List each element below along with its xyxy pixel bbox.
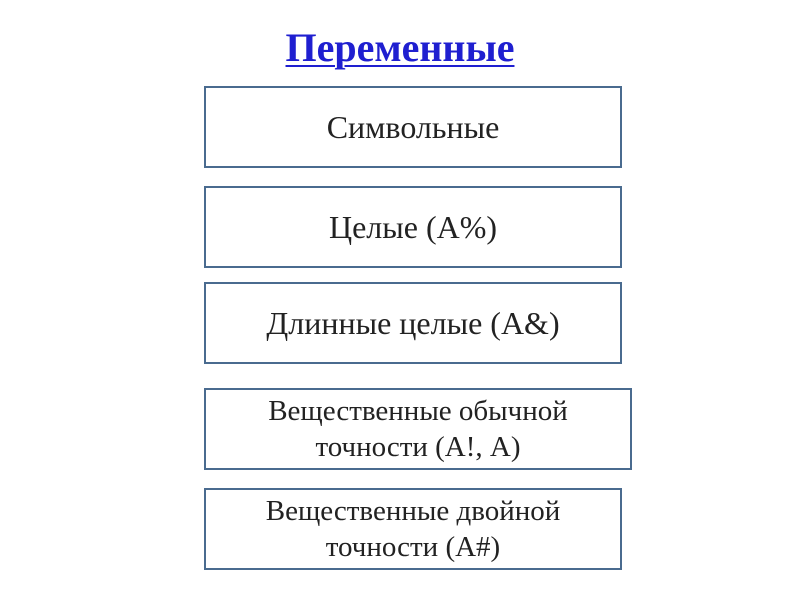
variable-type-label: Вещественные обычной точности (А!, А) bbox=[268, 395, 568, 463]
variable-type-label: Символьные bbox=[326, 108, 500, 145]
variable-type-double-precision bbox=[204, 488, 622, 570]
variable-type-label: Вещественные двойной точности (А#) bbox=[265, 495, 561, 563]
variable-type-label: Длинные целые (А&) bbox=[266, 304, 560, 341]
variable-type-single-precision bbox=[204, 388, 632, 470]
page-title: Переменные bbox=[285, 25, 515, 70]
variable-type-integer bbox=[204, 186, 622, 268]
variable-type-character bbox=[204, 86, 622, 168]
variable-type-label: Целые (А%) bbox=[328, 208, 498, 245]
variable-type-long-integer bbox=[204, 282, 622, 364]
